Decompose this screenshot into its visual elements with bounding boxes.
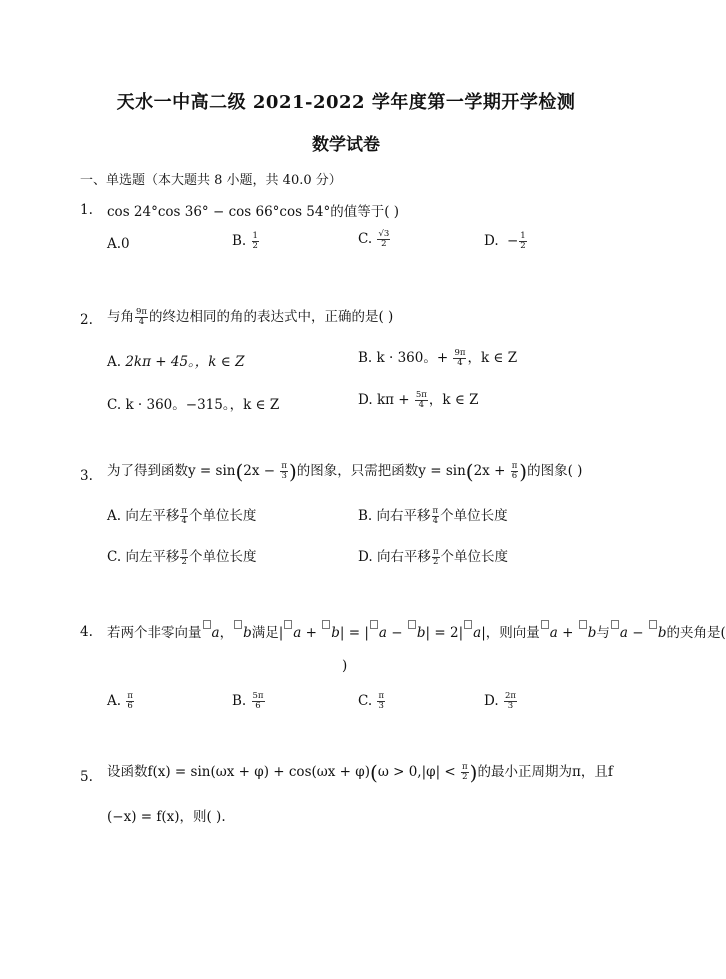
denominator: 2 [433,557,439,567]
numerator: 9π [136,307,147,317]
section-heading: 一、单选题（本大题共 8 小题，共 40.0 分） [80,173,342,188]
question-2-number: 2. [80,312,93,328]
option-label: B. [232,233,247,249]
denominator: 2 [381,239,387,249]
option-text: 2kπ + 45。，k ∈ Z [125,354,245,370]
vector-b: b [587,625,597,641]
stem-text: 与角 [107,309,134,325]
numerator: π [378,691,385,701]
denominator: 2 [252,241,258,251]
vector-a: a [211,625,220,641]
stem-text: |，则向量 [481,625,540,641]
option-label: D. [358,392,373,408]
fraction [252,232,259,251]
option-label: C. [107,549,122,565]
fraction [180,507,188,526]
question-3-number: 3. [80,468,93,484]
denominator: 3 [378,701,384,711]
denominator: 4 [138,317,145,327]
option-label: D. [484,693,499,709]
denominator: 6 [255,701,261,711]
vector-arrow-placeholder [370,620,378,629]
denominator: 6 [511,471,518,481]
vector-arrow-placeholder [203,620,211,629]
numerator: π [181,506,187,516]
fraction [461,763,469,782]
denominator: 3 [507,701,514,711]
left-paren: ( [465,459,474,484]
stem-text: 的图象( ) [527,463,583,479]
vector-a: a [293,625,302,641]
fraction [377,230,390,249]
q3-option-b [358,504,508,526]
vector-arrow-placeholder [541,620,549,629]
numerator: π [181,547,188,557]
vector-b: b [243,625,252,641]
option-label: A. [107,236,122,252]
numerator: √3 [378,229,390,239]
question-1-number: 1. [80,202,93,218]
numerator: π [127,691,133,701]
page-title: 天水一中高二级 2021-2022 学年度第一学期开学检测 [116,92,576,113]
stem-text: 的夹角是( [666,625,726,641]
fraction [280,462,288,481]
q1-option-a [107,236,130,252]
vector-a: a [619,625,628,641]
question-4-stem [107,620,726,641]
question-4-number: 4. [80,624,93,640]
question-5-stem-line2: (−x) = f(x)，则( ). [107,809,226,825]
left-paren: ( [235,459,244,484]
denominator: 2 [462,772,468,782]
denominator: 2 [181,557,187,567]
vector-arrow-placeholder [464,620,472,629]
stem-text: | = | [339,625,369,641]
q1-option-c [358,230,391,249]
option-label: A. [107,693,122,709]
stem-text: 的终边相同的角的表达式中，正确的是( ) [149,309,394,325]
option-text: 个单位长度 [440,508,508,524]
q1-option-b [232,232,260,251]
numerator: π [281,461,287,471]
vector-arrow-placeholder [234,620,242,629]
operator: − [386,625,407,641]
option-text: kπ + [376,392,414,408]
numerator: π [432,547,439,557]
vector-arrow-placeholder [322,620,330,629]
option-label: C. [358,231,373,247]
vector-arrow-placeholder [408,620,416,629]
denominator: 4 [418,400,425,410]
vector-b: b [331,625,340,641]
option-text: 个单位长度 [189,549,257,565]
vector-a: a [549,625,558,641]
denominator: 2 [520,241,526,251]
option-text: 个单位长度 [440,549,509,565]
option-label: C. [358,693,373,709]
vector-arrow-placeholder [611,620,619,629]
vector-arrow-placeholder [284,620,292,629]
option-text: 向左平移 [125,549,180,565]
numerator: 5π [415,390,427,400]
option-label: B. [358,350,373,366]
vector-a: a [473,625,482,641]
numerator: 1 [252,231,258,241]
stem-text: 与 [596,625,610,641]
right-paren: ) [519,459,528,484]
page-subtitle: 数学试卷 [312,135,380,155]
question-5-stem [107,760,613,783]
option-text: 向右平移 [376,549,431,565]
q1-option-d [484,232,528,251]
option-text: 个单位长度 [188,508,257,524]
numerator: π [511,461,518,471]
numerator: π [432,506,439,516]
option-label: D. [358,549,373,565]
q2-option-a [107,350,244,370]
stem-text: | = 2| [425,625,464,641]
fraction [415,391,428,410]
denominator: 4 [181,516,187,526]
q2-option-d [358,388,479,410]
operator: − [627,625,648,641]
fraction [511,462,519,481]
q3-option-c [107,545,257,567]
fraction [252,692,265,711]
option-label: C. [107,397,122,413]
denominator: 4 [457,358,463,368]
question-1-stem: cos 24°cos 36° − cos 66°cos 54°的值等于( ) [107,204,400,220]
fraction [135,308,148,327]
vector-a: a [378,625,387,641]
option-text: ，k ∈ Z [467,350,518,366]
denominator: 4 [432,516,439,526]
q2-option-c [107,393,279,413]
q4-option-d [484,692,518,711]
numerator: 2π [504,691,516,701]
stem-text: 若两个非零向量 [107,625,202,641]
option-text: 向右平移 [376,508,431,524]
denominator: 6 [127,701,133,711]
right-paren: ) [288,459,297,484]
fraction [180,548,188,567]
stem-text: 为了得到函数y = sin [107,463,236,479]
numerator: π [462,762,468,772]
option-label: A. [107,508,122,524]
option-label: B. [232,693,247,709]
option-text: 0 [121,236,130,252]
option-prefix: − [506,233,519,249]
numerator: 5π [252,691,264,701]
question-2-stem [107,305,393,327]
stem-text: 满足| [251,625,284,641]
stem-text: 的最小正周期为π，且f [477,764,613,780]
stem-text: 的图象，只需把函数y = sin [296,463,466,479]
option-text: ，k ∈ Z [428,392,479,408]
vector-arrow-placeholder [649,620,657,629]
fraction [126,692,134,711]
vector-arrow-placeholder [579,620,587,629]
option-text: k · 360。+ [376,350,453,366]
denominator: 3 [281,471,287,481]
option-label: A. [107,354,122,370]
option-label: B. [358,508,373,524]
q3-option-d [358,545,508,567]
option-text: k · 360。−315。，k ∈ Z [125,397,280,413]
q3-option-a [107,504,256,526]
stem-text: 2x − [243,463,280,479]
q4-option-c [358,692,386,711]
q4-option-b [232,692,266,711]
left-paren: ( [370,760,378,785]
question-4-close-paren: ) [342,658,348,674]
stem-text: 设函数f(x) = sin(ωx + φ) + cos(ωx + φ) [107,764,370,780]
q2-option-b [358,346,517,368]
operator: + [301,625,322,641]
stem-text: ω > 0,|φ| < [377,764,461,780]
numerator: 1 [520,231,526,241]
question-5-number: 5. [80,769,93,785]
fraction [432,507,440,526]
operator: + [557,625,578,641]
fraction [504,692,517,711]
fraction [377,692,385,711]
question-3-stem [107,459,582,482]
fraction [432,548,440,567]
fraction [453,349,466,368]
vector-b: b [416,625,426,641]
option-text: 向左平移 [125,508,180,524]
separator: ， [219,625,234,641]
stem-text: 2x + [473,463,510,479]
right-paren: ) [469,760,478,785]
option-label: D. [484,233,499,249]
vector-b: b [657,625,667,641]
q4-option-a [107,692,135,711]
fraction [519,232,526,251]
numerator: 9π [454,348,466,358]
